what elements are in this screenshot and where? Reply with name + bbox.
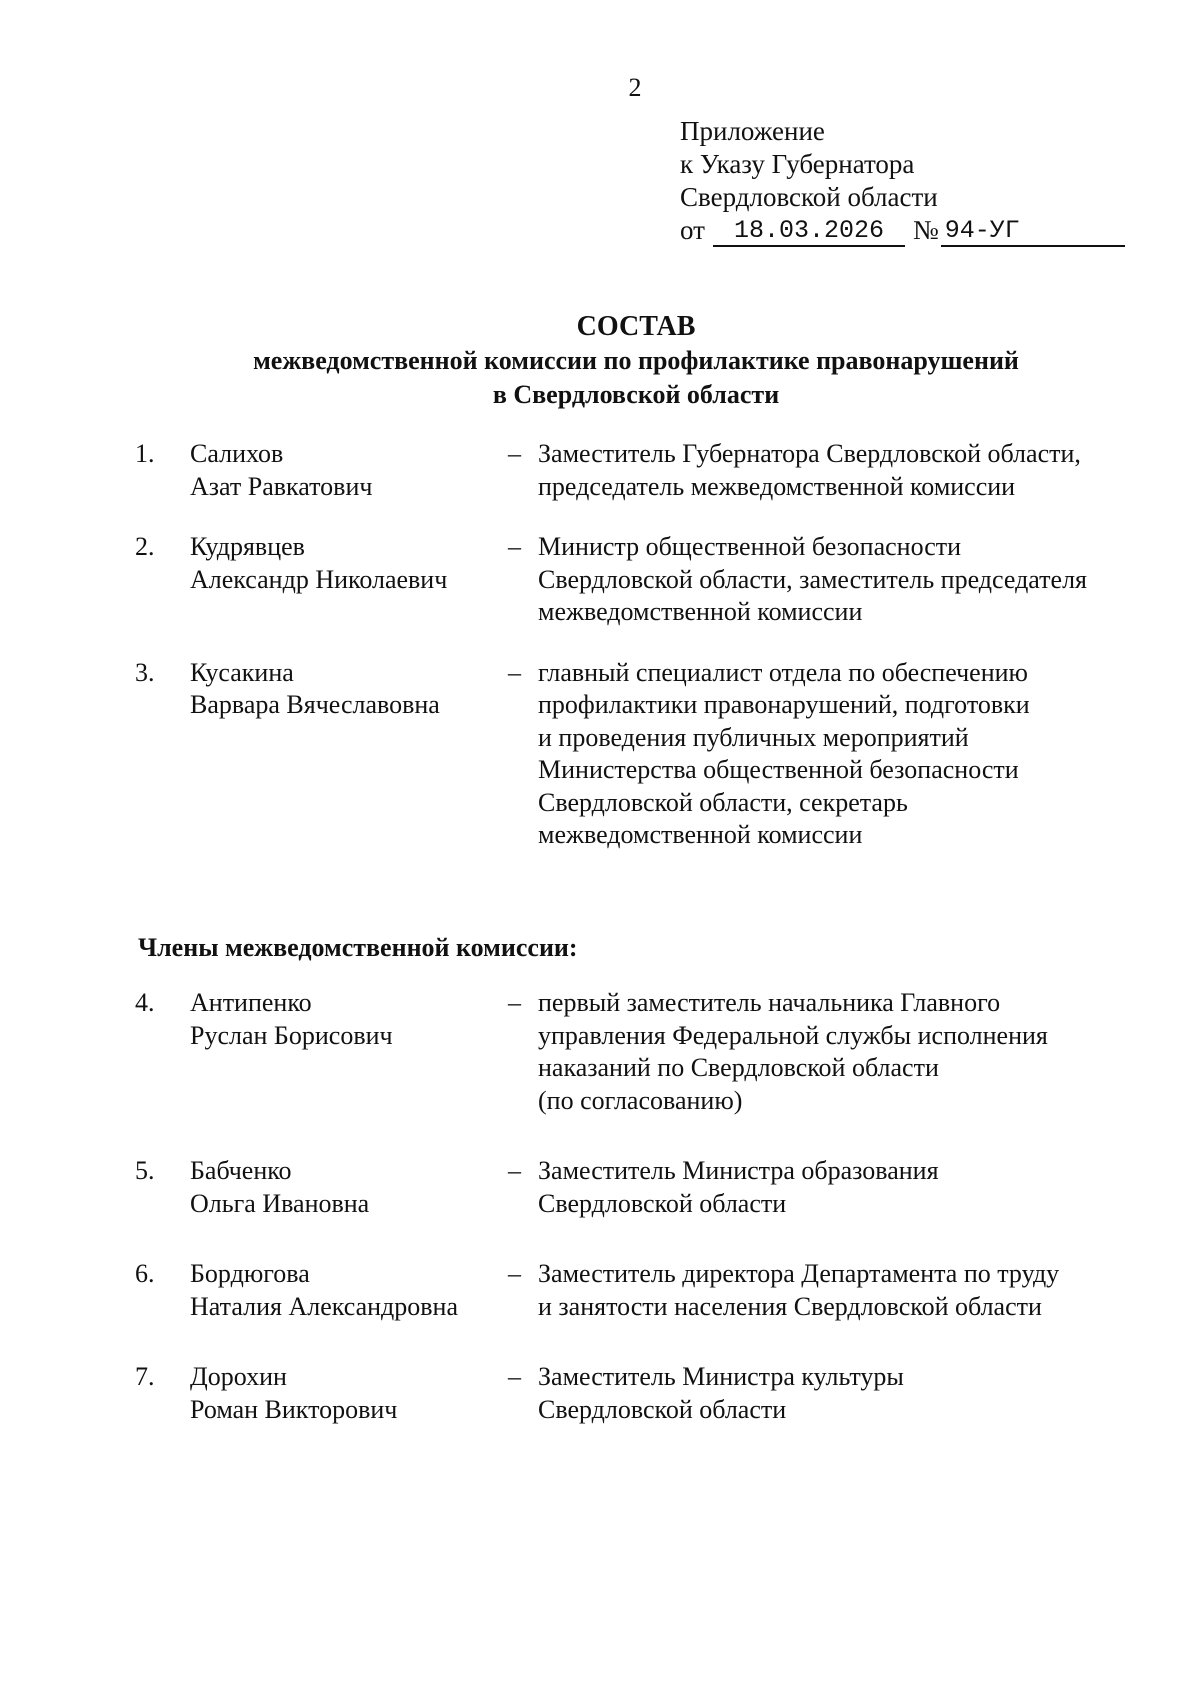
entry-dash: – (508, 532, 521, 561)
position-line: наказаний по Свердловской области (538, 1053, 939, 1082)
position-line: Свердловской области (538, 1394, 787, 1424)
appendix-region: Свердловской области (680, 182, 938, 212)
entry-position (538, 531, 1145, 629)
entry-given-names: Азат Равкатович (190, 471, 373, 501)
entry-surname: Дорохин (190, 1362, 287, 1391)
entry-person-name (190, 438, 508, 503)
entry-dash: – (508, 1362, 521, 1391)
entry-surname: Салихов (190, 439, 284, 468)
position-line: Заместитель Министра культуры (538, 1362, 904, 1391)
position-line: председатель межведомственной комиссии (538, 471, 1016, 501)
entry-list-leaders (135, 438, 1145, 852)
entry-surname: Бабченко (190, 1156, 292, 1185)
position-line: и занятости населения Свердловской области (538, 1291, 1042, 1321)
decree-date-number-row (680, 214, 1140, 247)
position-line: профилактики правонарушений, подготовки (538, 690, 1030, 719)
entry-surname: Кусакина (190, 657, 294, 687)
title-main: СОСТАВ (576, 311, 696, 342)
position-line: главный специалист отдела по обеспечению (538, 657, 1028, 687)
appendix-decree-ref: к Указу Губернатора (680, 149, 915, 179)
entry-number: 6. (135, 1259, 155, 1288)
list-item (135, 1361, 1145, 1426)
entry-given-names: Наталия Александровна (190, 1291, 458, 1321)
entry-dash: – (508, 439, 521, 468)
position-line: управления Федеральной службы исполнения (538, 1020, 1048, 1050)
document-title (0, 310, 1200, 412)
page-number: 2 (628, 73, 642, 102)
position-line: Заместитель Министра образования (538, 1156, 939, 1185)
entry-number: 7. (135, 1362, 155, 1391)
list-item (135, 1258, 1145, 1323)
entry-position (538, 1155, 1145, 1220)
entry-number: 3. (135, 657, 155, 687)
entry-dash: – (508, 1156, 521, 1185)
appendix-block (680, 115, 1140, 247)
entry-person-name (190, 1258, 508, 1323)
position-line: Заместитель Губернатора Свердловской области, (538, 439, 1081, 468)
entry-given-names: Роман Викторович (190, 1394, 398, 1424)
position-line: Заместитель директора Департамента по труду (538, 1259, 1060, 1288)
list-item (135, 531, 1145, 629)
list-item (135, 438, 1145, 503)
entry-number: 1. (135, 439, 155, 468)
decree-number: 94-УГ (941, 217, 1125, 247)
entry-position (538, 657, 1145, 852)
entry-person-name (190, 657, 508, 722)
title-line-2: межведомственной комиссии по профилактике правонарушений (253, 346, 1019, 375)
entry-person-name (190, 1155, 508, 1220)
position-line: первый заместитель начальника Главного (538, 988, 1001, 1017)
entry-dash: – (508, 1259, 521, 1288)
number-sign: № (912, 215, 939, 245)
entry-dash: – (508, 657, 521, 687)
entry-position (538, 438, 1145, 503)
position-line: Министерства общественной безопасности (538, 755, 1019, 784)
entry-given-names: Руслан Борисович (190, 1020, 393, 1050)
position-line: межведомственной комиссии (538, 597, 863, 626)
list-item (135, 657, 1145, 852)
entry-position (538, 1258, 1145, 1323)
date-prefix: от (680, 215, 705, 245)
entry-number: 4. (135, 988, 155, 1017)
list-item (135, 987, 1145, 1117)
entry-person-name (190, 1361, 508, 1426)
entry-surname: Антипенко (190, 988, 312, 1017)
entry-person-name (190, 987, 508, 1052)
members-heading: Члены межведомственной комиссии: (138, 933, 578, 962)
entry-number: 2. (135, 532, 155, 561)
list-item (135, 1155, 1145, 1220)
entry-position (538, 1361, 1145, 1426)
entry-dash: – (508, 988, 521, 1017)
appendix-title: Приложение (680, 116, 825, 146)
entry-number: 5. (135, 1156, 155, 1185)
position-line: межведомственной комиссии (538, 820, 863, 849)
position-line: (по согласованию) (538, 1085, 743, 1115)
entry-given-names: Ольга Ивановна (190, 1188, 370, 1218)
position-line: Свердловской области (538, 1188, 787, 1218)
entry-given-names: Варвара Вячеславовна (190, 690, 440, 719)
entry-list-members (135, 987, 1145, 1426)
entry-position (538, 987, 1145, 1117)
title-line-3: в Свердловской области (492, 380, 780, 409)
position-line: Свердловской области, заместитель председателя (538, 564, 1087, 594)
entry-person-name (190, 531, 508, 596)
position-line: Свердловской области, секретарь (538, 787, 908, 817)
position-line: Министр общественной безопасности (538, 532, 962, 561)
entry-given-names: Александр Николаевич (190, 564, 448, 594)
decree-date: 18.03.2026 (713, 217, 905, 247)
entry-surname: Кудрявцев (190, 532, 305, 561)
entry-surname: Бордюгова (190, 1259, 310, 1288)
position-line: и проведения публичных мероприятий (538, 722, 969, 752)
